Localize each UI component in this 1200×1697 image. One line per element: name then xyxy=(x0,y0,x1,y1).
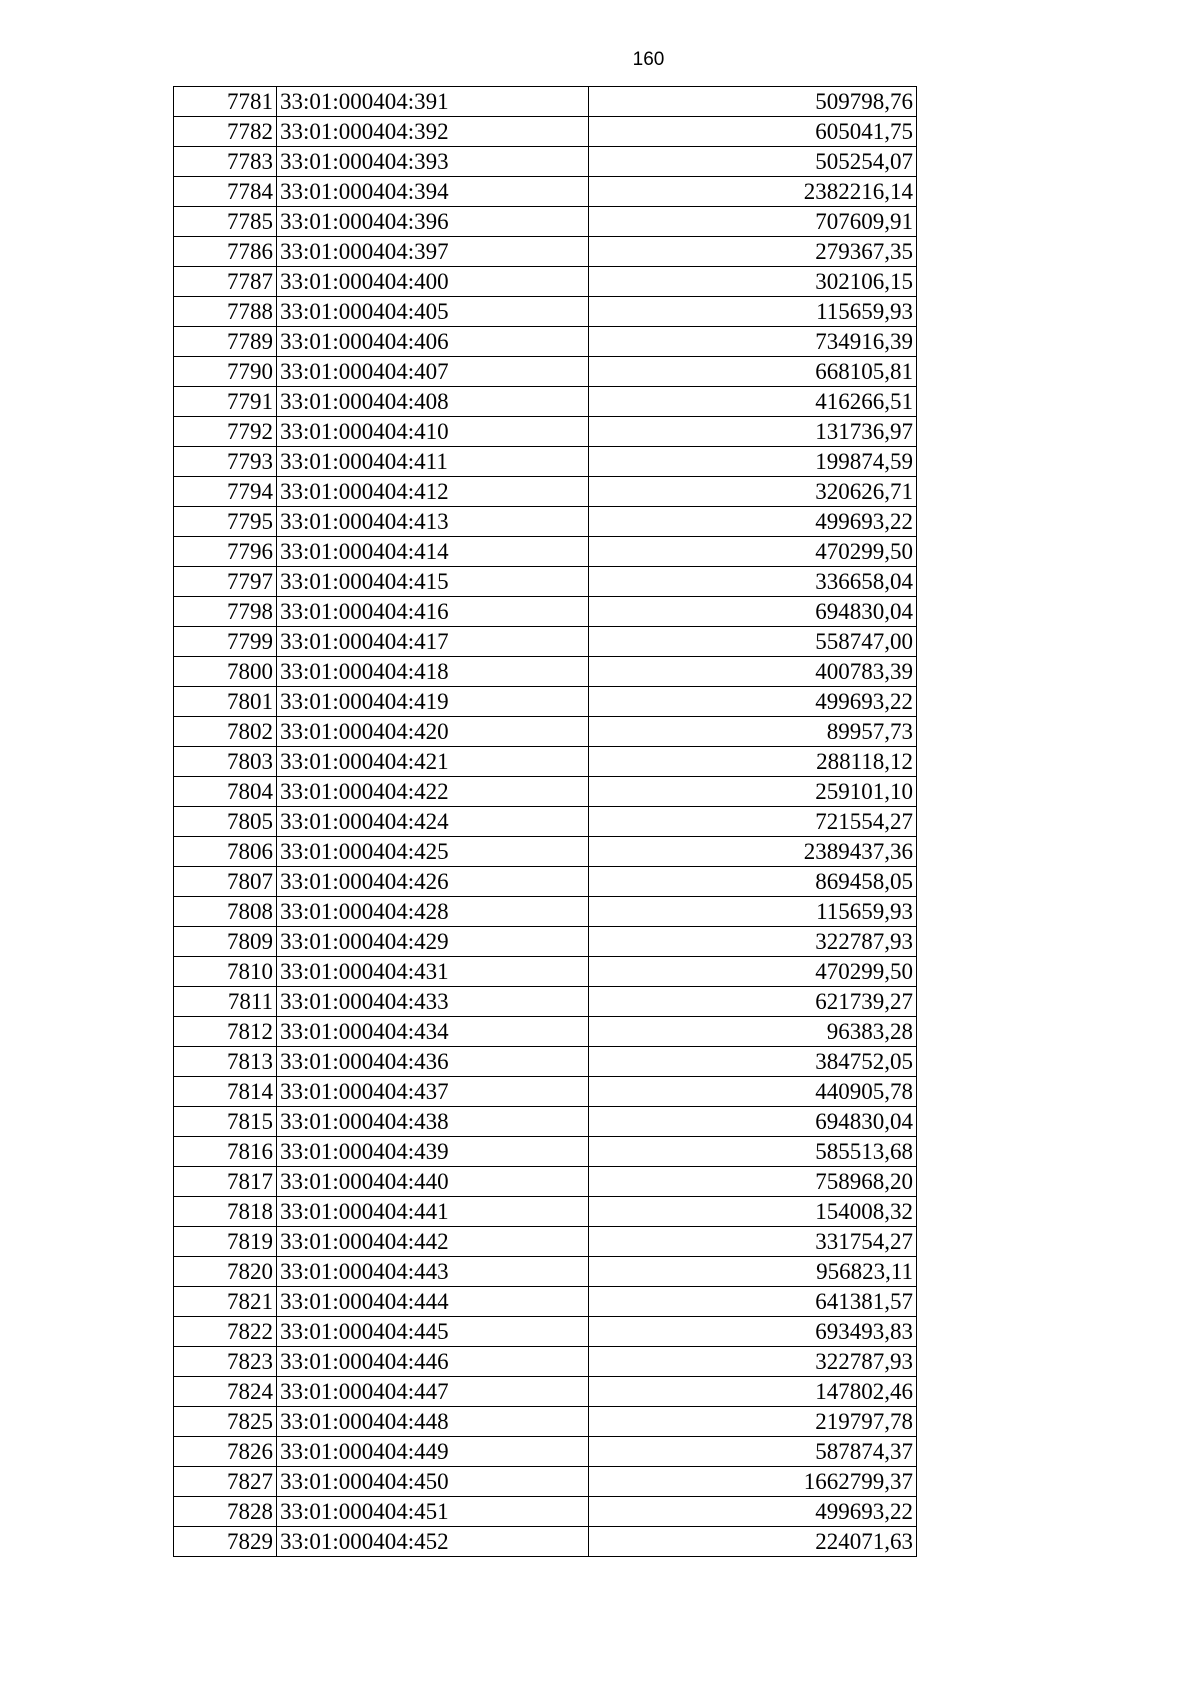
cadastral-number-cell: 33:01:000404:447 xyxy=(277,1377,589,1407)
row-number-cell: 7811 xyxy=(174,987,277,1017)
cadastral-number-cell: 33:01:000404:407 xyxy=(277,357,589,387)
row-number-cell: 7817 xyxy=(174,1167,277,1197)
row-number-cell: 7787 xyxy=(174,267,277,297)
cadastral-number-cell: 33:01:000404:437 xyxy=(277,1077,589,1107)
cadastral-number-cell: 33:01:000404:428 xyxy=(277,897,589,927)
cadastral-number-cell: 33:01:000404:405 xyxy=(277,297,589,327)
cadastral-number-cell: 33:01:000404:416 xyxy=(277,597,589,627)
table-row xyxy=(174,1257,917,1287)
table-row xyxy=(174,327,917,357)
cadastral-number-cell: 33:01:000404:418 xyxy=(277,657,589,687)
cadastral-value-cell: 322787,93 xyxy=(589,927,917,957)
table-row xyxy=(174,987,917,1017)
row-number-cell: 7799 xyxy=(174,627,277,657)
cadastral-number-cell: 33:01:000404:408 xyxy=(277,387,589,417)
table-row xyxy=(174,627,917,657)
table-row xyxy=(174,477,917,507)
table-row xyxy=(174,87,917,117)
cadastral-value-cell: 302106,15 xyxy=(589,267,917,297)
table-row xyxy=(174,837,917,867)
row-number-cell: 7827 xyxy=(174,1467,277,1497)
cadastral-value-cell: 147802,46 xyxy=(589,1377,917,1407)
table-row xyxy=(174,867,917,897)
row-number-cell: 7804 xyxy=(174,777,277,807)
row-number-cell: 7820 xyxy=(174,1257,277,1287)
table-row xyxy=(174,177,917,207)
table-row xyxy=(174,297,917,327)
table-row xyxy=(174,207,917,237)
cadastral-value-cell: 400783,39 xyxy=(589,657,917,687)
cadastral-value-cell: 470299,50 xyxy=(589,957,917,987)
row-number-cell: 7810 xyxy=(174,957,277,987)
cadastral-value-cell: 587874,37 xyxy=(589,1437,917,1467)
cadastral-value-cell: 279367,35 xyxy=(589,237,917,267)
table-row xyxy=(174,1347,917,1377)
cadastral-value-cell: 694830,04 xyxy=(589,597,917,627)
row-number-cell: 7825 xyxy=(174,1407,277,1437)
cadastral-number-cell: 33:01:000404:394 xyxy=(277,177,589,207)
row-number-cell: 7798 xyxy=(174,597,277,627)
cadastral-value-cell: 693493,83 xyxy=(589,1317,917,1347)
cadastral-value-cell: 505254,07 xyxy=(589,147,917,177)
cadastral-value-table xyxy=(173,86,917,1557)
cadastral-number-cell: 33:01:000404:439 xyxy=(277,1137,589,1167)
cadastral-number-cell: 33:01:000404:397 xyxy=(277,237,589,267)
cadastral-value-cell: 219797,78 xyxy=(589,1407,917,1437)
table-row xyxy=(174,597,917,627)
cadastral-number-cell: 33:01:000404:424 xyxy=(277,807,589,837)
cadastral-number-cell: 33:01:000404:414 xyxy=(277,537,589,567)
cadastral-number-cell: 33:01:000404:411 xyxy=(277,447,589,477)
cadastral-value-cell: 585513,68 xyxy=(589,1137,917,1167)
table-row xyxy=(174,1017,917,1047)
cadastral-number-cell: 33:01:000404:431 xyxy=(277,957,589,987)
table-row xyxy=(174,747,917,777)
cadastral-number-cell: 33:01:000404:420 xyxy=(277,717,589,747)
row-number-cell: 7806 xyxy=(174,837,277,867)
cadastral-value-cell: 2389437,36 xyxy=(589,837,917,867)
cadastral-value-cell: 259101,10 xyxy=(589,777,917,807)
table-row xyxy=(174,147,917,177)
table-row xyxy=(174,567,917,597)
row-number-cell: 7802 xyxy=(174,717,277,747)
row-number-cell: 7784 xyxy=(174,177,277,207)
cadastral-number-cell: 33:01:000404:412 xyxy=(277,477,589,507)
row-number-cell: 7803 xyxy=(174,747,277,777)
row-number-cell: 7821 xyxy=(174,1287,277,1317)
table-row xyxy=(174,1047,917,1077)
cadastral-value-cell: 558747,00 xyxy=(589,627,917,657)
cadastral-value-cell: 288118,12 xyxy=(589,747,917,777)
cadastral-number-cell: 33:01:000404:396 xyxy=(277,207,589,237)
cadastral-number-cell: 33:01:000404:419 xyxy=(277,687,589,717)
cadastral-number-cell: 33:01:000404:421 xyxy=(277,747,589,777)
cadastral-number-cell: 33:01:000404:451 xyxy=(277,1497,589,1527)
cadastral-number-cell: 33:01:000404:434 xyxy=(277,1017,589,1047)
cadastral-value-cell: 2382216,14 xyxy=(589,177,917,207)
cadastral-value-cell: 621739,27 xyxy=(589,987,917,1017)
cadastral-value-cell: 89957,73 xyxy=(589,717,917,747)
cadastral-value-cell: 1662799,37 xyxy=(589,1467,917,1497)
cadastral-value-cell: 668105,81 xyxy=(589,357,917,387)
row-number-cell: 7818 xyxy=(174,1197,277,1227)
cadastral-value-cell: 154008,32 xyxy=(589,1197,917,1227)
row-number-cell: 7788 xyxy=(174,297,277,327)
row-number-cell: 7826 xyxy=(174,1437,277,1467)
cadastral-number-cell: 33:01:000404:392 xyxy=(277,117,589,147)
cadastral-value-cell: 734916,39 xyxy=(589,327,917,357)
table-row xyxy=(174,1527,917,1557)
cadastral-value-cell: 199874,59 xyxy=(589,447,917,477)
cadastral-number-cell: 33:01:000404:444 xyxy=(277,1287,589,1317)
cadastral-number-cell: 33:01:000404:413 xyxy=(277,507,589,537)
row-number-cell: 7785 xyxy=(174,207,277,237)
cadastral-number-cell: 33:01:000404:438 xyxy=(277,1107,589,1137)
row-number-cell: 7796 xyxy=(174,537,277,567)
table-row xyxy=(174,1407,917,1437)
cadastral-value-cell: 336658,04 xyxy=(589,567,917,597)
cadastral-number-cell: 33:01:000404:450 xyxy=(277,1467,589,1497)
table-row xyxy=(174,267,917,297)
cadastral-value-cell: 331754,27 xyxy=(589,1227,917,1257)
row-number-cell: 7789 xyxy=(174,327,277,357)
cadastral-number-cell: 33:01:000404:449 xyxy=(277,1437,589,1467)
row-number-cell: 7793 xyxy=(174,447,277,477)
table-row xyxy=(174,1077,917,1107)
cadastral-number-cell: 33:01:000404:426 xyxy=(277,867,589,897)
row-number-cell: 7791 xyxy=(174,387,277,417)
row-number-cell: 7805 xyxy=(174,807,277,837)
row-number-cell: 7792 xyxy=(174,417,277,447)
table-row xyxy=(174,1227,917,1257)
table-row xyxy=(174,117,917,147)
cadastral-number-cell: 33:01:000404:446 xyxy=(277,1347,589,1377)
row-number-cell: 7809 xyxy=(174,927,277,957)
cadastral-value-cell: 96383,28 xyxy=(589,1017,917,1047)
cadastral-number-cell: 33:01:000404:410 xyxy=(277,417,589,447)
table-row xyxy=(174,417,917,447)
table-row xyxy=(174,1467,917,1497)
row-number-cell: 7819 xyxy=(174,1227,277,1257)
row-number-cell: 7783 xyxy=(174,147,277,177)
cadastral-value-cell: 641381,57 xyxy=(589,1287,917,1317)
table-row xyxy=(174,1137,917,1167)
cadastral-value-cell: 499693,22 xyxy=(589,1497,917,1527)
cadastral-number-cell: 33:01:000404:425 xyxy=(277,837,589,867)
table-row xyxy=(174,1167,917,1197)
table-row xyxy=(174,1287,917,1317)
row-number-cell: 7790 xyxy=(174,357,277,387)
table-row xyxy=(174,1497,917,1527)
cadastral-value-cell: 322787,93 xyxy=(589,1347,917,1377)
cadastral-value-cell: 869458,05 xyxy=(589,867,917,897)
cadastral-number-cell: 33:01:000404:436 xyxy=(277,1047,589,1077)
row-number-cell: 7814 xyxy=(174,1077,277,1107)
page-number: 160 xyxy=(632,49,665,70)
table-row xyxy=(174,687,917,717)
table-row xyxy=(174,237,917,267)
cadastral-value-cell: 440905,78 xyxy=(589,1077,917,1107)
table-body xyxy=(174,87,917,1557)
cadastral-number-cell: 33:01:000404:391 xyxy=(277,87,589,117)
table-row xyxy=(174,357,917,387)
cadastral-number-cell: 33:01:000404:445 xyxy=(277,1317,589,1347)
table-row xyxy=(174,927,917,957)
cadastral-number-cell: 33:01:000404:443 xyxy=(277,1257,589,1287)
cadastral-value-cell: 499693,22 xyxy=(589,507,917,537)
cadastral-value-cell: 758968,20 xyxy=(589,1167,917,1197)
cadastral-number-cell: 33:01:000404:393 xyxy=(277,147,589,177)
row-number-cell: 7812 xyxy=(174,1017,277,1047)
row-number-cell: 7782 xyxy=(174,117,277,147)
cadastral-value-cell: 115659,93 xyxy=(589,897,917,927)
cadastral-value-cell: 707609,91 xyxy=(589,207,917,237)
table-row xyxy=(174,387,917,417)
table-row xyxy=(174,957,917,987)
cadastral-value-cell: 605041,75 xyxy=(589,117,917,147)
cadastral-number-cell: 33:01:000404:442 xyxy=(277,1227,589,1257)
cadastral-value-cell: 131736,97 xyxy=(589,417,917,447)
row-number-cell: 7824 xyxy=(174,1377,277,1407)
table-row xyxy=(174,807,917,837)
table-row xyxy=(174,537,917,567)
cadastral-value-cell: 224071,63 xyxy=(589,1527,917,1557)
cadastral-number-cell: 33:01:000404:417 xyxy=(277,627,589,657)
cadastral-value-cell: 320626,71 xyxy=(589,477,917,507)
cadastral-value-cell: 384752,05 xyxy=(589,1047,917,1077)
table-row xyxy=(174,1377,917,1407)
cadastral-number-cell: 33:01:000404:433 xyxy=(277,987,589,1017)
cadastral-number-cell: 33:01:000404:406 xyxy=(277,327,589,357)
cadastral-number-cell: 33:01:000404:400 xyxy=(277,267,589,297)
row-number-cell: 7797 xyxy=(174,567,277,597)
cadastral-number-cell: 33:01:000404:429 xyxy=(277,927,589,957)
cadastral-number-cell: 33:01:000404:452 xyxy=(277,1527,589,1557)
row-number-cell: 7786 xyxy=(174,237,277,267)
cadastral-value-cell: 509798,76 xyxy=(589,87,917,117)
row-number-cell: 7828 xyxy=(174,1497,277,1527)
row-number-cell: 7815 xyxy=(174,1107,277,1137)
table-row xyxy=(174,507,917,537)
row-number-cell: 7808 xyxy=(174,897,277,927)
cadastral-number-cell: 33:01:000404:441 xyxy=(277,1197,589,1227)
table-row xyxy=(174,1437,917,1467)
row-number-cell: 7829 xyxy=(174,1527,277,1557)
table-row xyxy=(174,1107,917,1137)
table-row xyxy=(174,1197,917,1227)
row-number-cell: 7801 xyxy=(174,687,277,717)
row-number-cell: 7795 xyxy=(174,507,277,537)
row-number-cell: 7823 xyxy=(174,1347,277,1377)
cadastral-number-cell: 33:01:000404:448 xyxy=(277,1407,589,1437)
table-row xyxy=(174,447,917,477)
cadastral-number-cell: 33:01:000404:440 xyxy=(277,1167,589,1197)
table-row xyxy=(174,897,917,927)
cadastral-value-cell: 470299,50 xyxy=(589,537,917,567)
row-number-cell: 7794 xyxy=(174,477,277,507)
row-number-cell: 7781 xyxy=(174,87,277,117)
row-number-cell: 7807 xyxy=(174,867,277,897)
cadastral-value-cell: 416266,51 xyxy=(589,387,917,417)
cadastral-number-cell: 33:01:000404:415 xyxy=(277,567,589,597)
cadastral-value-cell: 694830,04 xyxy=(589,1107,917,1137)
cadastral-value-cell: 721554,27 xyxy=(589,807,917,837)
table-row xyxy=(174,777,917,807)
cadastral-value-cell: 499693,22 xyxy=(589,687,917,717)
table-row xyxy=(174,1317,917,1347)
row-number-cell: 7813 xyxy=(174,1047,277,1077)
cadastral-number-cell: 33:01:000404:422 xyxy=(277,777,589,807)
row-number-cell: 7816 xyxy=(174,1137,277,1167)
table-row xyxy=(174,657,917,687)
row-number-cell: 7822 xyxy=(174,1317,277,1347)
table-row xyxy=(174,717,917,747)
cadastral-value-cell: 956823,11 xyxy=(589,1257,917,1287)
cadastral-value-cell: 115659,93 xyxy=(589,297,917,327)
row-number-cell: 7800 xyxy=(174,657,277,687)
